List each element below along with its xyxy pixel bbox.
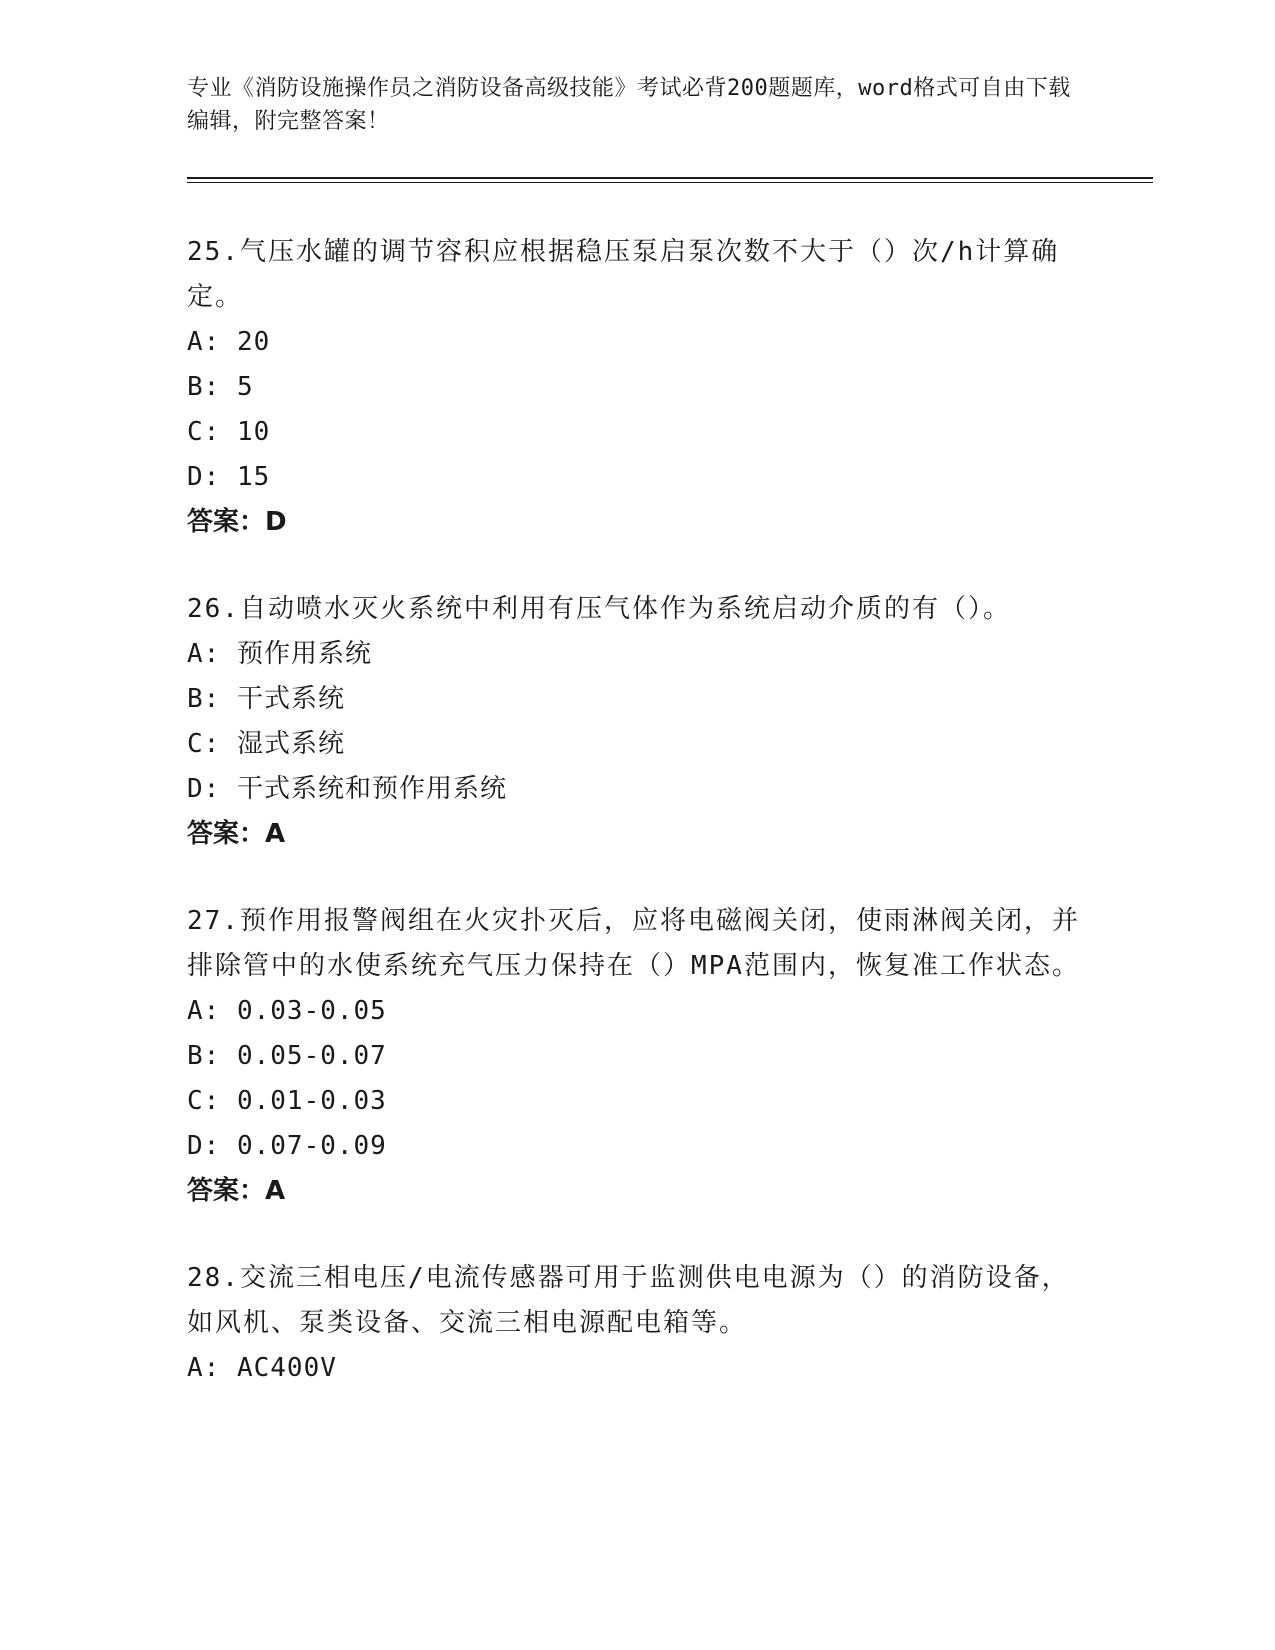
question-text: 26.自动喷水灭火系统中利用有压气体作为系统启动介质的有（）。 xyxy=(187,594,1011,624)
option-b: B: 0.05-0.07 xyxy=(187,1041,387,1071)
question-text: 27.预作用报警阀组在火灾扑灭后，应将电磁阀关闭，使雨淋阀关闭，并排除管中的水使系统充气压力保持在（）MPA范围内，恢复准工作状态。 xyxy=(187,906,1080,981)
option-c: C: 湿式系统 xyxy=(187,729,345,759)
option-b: B: 干式系统 xyxy=(187,684,345,714)
option-a: A: 20 xyxy=(187,327,271,357)
question-28 xyxy=(187,1256,1087,1391)
option-a: A: AC400V xyxy=(187,1353,337,1383)
answer-label: 答案：A xyxy=(187,819,286,849)
option-c: C: 0.01-0.03 xyxy=(187,1086,387,1116)
option-d: D: 0.07-0.09 xyxy=(187,1131,387,1161)
option-a: A: 0.03-0.05 xyxy=(187,996,387,1026)
question-26 xyxy=(187,587,1087,857)
question-text: 28.交流三相电压/电流传感器可用于监测供电电源为（）的消防设备，如风机、泵类设备、交流三相电源配电箱等。 xyxy=(187,1263,1070,1338)
option-a: A: 预作用系统 xyxy=(187,639,372,669)
question-text: 25.气压水罐的调节容积应根据稳压泵启泵次数不大于（）次/h计算确定。 xyxy=(187,237,1060,312)
document-header xyxy=(187,72,1087,138)
answer-label: 答案：D xyxy=(187,507,287,537)
option-d: D: 干式系统和预作用系统 xyxy=(187,774,507,804)
option-b: B: 5 xyxy=(187,372,254,402)
question-27 xyxy=(187,899,1087,1214)
question-25 xyxy=(187,230,1087,545)
question-list xyxy=(187,230,1087,1433)
option-c: C: 10 xyxy=(187,417,271,447)
answer-label: 答案：A xyxy=(187,1176,286,1206)
header-divider xyxy=(187,177,1153,183)
option-d: D: 15 xyxy=(187,462,271,492)
header-intro: 专业《消防设施操作员之消防设备高级技能》考试必背200题题库，word格式可自由下载编辑，附完整答案！ xyxy=(187,76,1071,134)
